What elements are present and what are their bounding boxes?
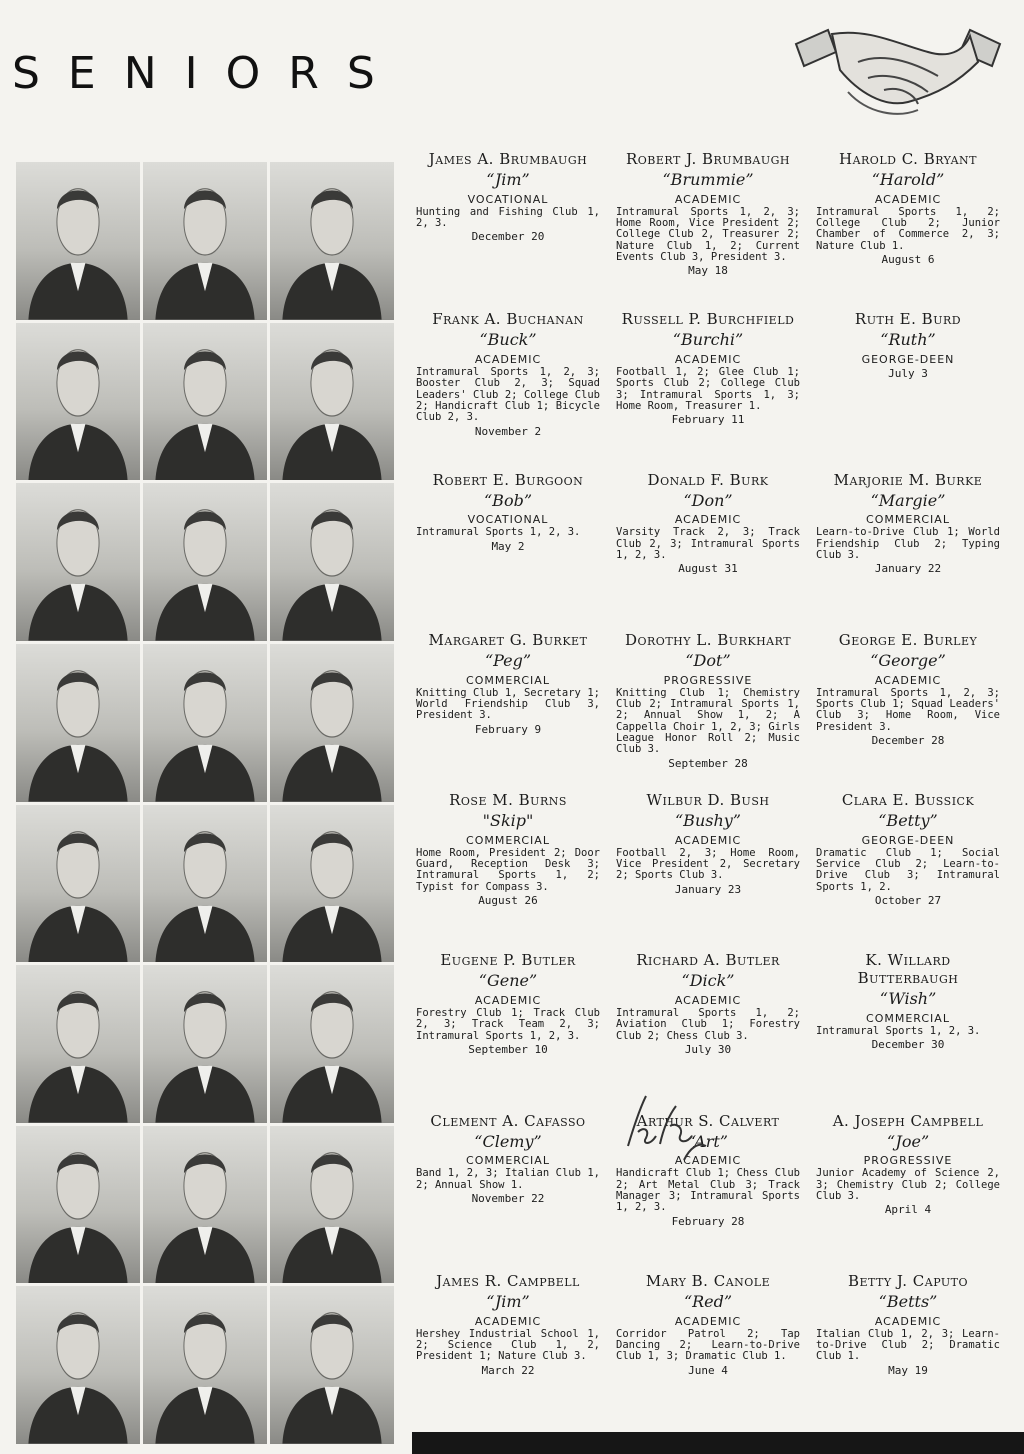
senior-name: Margaret G. Burket xyxy=(428,630,588,649)
senior-activities: Football 2, 3; Home Room, Vice President 2, Secretary 2; Sports Club 3. xyxy=(616,846,800,882)
senior-birthday: March 22 xyxy=(481,1363,535,1377)
senior-nickname: “Dick” xyxy=(681,971,735,991)
handshake-icon xyxy=(788,22,1008,122)
senior-course: ACADEMIC xyxy=(674,833,742,847)
senior-course: ACADEMIC xyxy=(674,1154,742,1168)
senior-activities: Knitting Club 1, Secretary 1; World Friendship Club 3, President 3. xyxy=(416,686,600,722)
senior-nickname: “Don” xyxy=(683,490,733,510)
senior-portrait xyxy=(16,1286,140,1444)
senior-course: ACADEMIC xyxy=(874,192,942,206)
senior-activities: Hershey Industrial School 1, 2; Science Club 1, 2, President 1; Nature Club 3. xyxy=(416,1327,600,1363)
senior-entry xyxy=(808,146,1008,306)
senior-entry xyxy=(608,627,808,787)
senior-course: COMMERCIAL xyxy=(866,1012,950,1026)
senior-portrait xyxy=(16,644,140,802)
senior-portrait xyxy=(143,162,267,320)
senior-name: Harold C. Bryant xyxy=(839,150,977,168)
senior-course: COMMERCIAL xyxy=(466,1154,550,1168)
senior-activities: Varsity Track 2, 3; Track Club 2, 3; Intramural Sports 1, 2, 3. xyxy=(616,526,800,561)
senior-activities: Learn-to-Drive Club 1; World Friendship Club 2; Typing Club 3. xyxy=(816,526,1000,561)
senior-portrait xyxy=(16,483,140,641)
senior-nickname: “Bob” xyxy=(484,490,532,510)
senior-entry xyxy=(808,467,1008,627)
senior-activities: Italian Club 1, 2, 3; Learn-to-Drive Club 2; Dramatic Club 1. xyxy=(816,1327,1000,1363)
senior-nickname: “Brummie” xyxy=(662,170,754,189)
senior-nickname: “Joe” xyxy=(886,1131,930,1151)
senior-course: ACADEMIC xyxy=(474,1314,542,1328)
senior-birthday: February 28 xyxy=(671,1214,745,1228)
senior-nickname: “Dot” xyxy=(685,650,731,670)
senior-portrait xyxy=(143,1126,267,1284)
senior-portrait xyxy=(16,323,140,481)
senior-portrait xyxy=(270,162,394,320)
senior-portrait xyxy=(270,1286,394,1444)
senior-name: Richard A. Butler xyxy=(636,951,780,970)
senior-name: Eugene P. Butler xyxy=(440,951,576,970)
senior-nickname: “Buck” xyxy=(479,330,537,350)
handwritten-signature xyxy=(620,1086,712,1164)
senior-activities: Intramural Sports 1, 2; College Club 2; Junior Chamber of Commerce 2, 3; Nature Club 1. xyxy=(816,205,1000,252)
senior-name: Frank A. Buchanan xyxy=(432,310,584,329)
senior-name: Betty J. Caputo xyxy=(847,1271,969,1290)
senior-entry xyxy=(408,627,608,787)
senior-course: GEORGE-DEEN xyxy=(861,833,955,847)
senior-nickname: “Jim” xyxy=(486,1291,530,1311)
senior-name: Arthur S. Calvert xyxy=(636,1111,780,1130)
senior-nickname: “Betty” xyxy=(878,811,938,830)
senior-nickname: “Art” xyxy=(688,1131,728,1151)
senior-nickname: “Margie” xyxy=(870,490,946,510)
senior-entry xyxy=(808,627,1008,787)
senior-entry xyxy=(408,306,608,466)
senior-entry xyxy=(608,947,808,1107)
senior-course: VOCATIONAL xyxy=(467,192,549,206)
senior-name: Clement A. Cafasso xyxy=(430,1111,586,1130)
senior-course: ACADEMIC xyxy=(874,673,942,687)
senior-name: James A. Brumbaugh xyxy=(428,150,588,168)
senior-nickname: “Clemy” xyxy=(474,1131,542,1151)
senior-course: ACADEMIC xyxy=(674,353,742,367)
senior-entry xyxy=(608,1268,808,1428)
senior-portrait xyxy=(270,323,394,481)
senior-name: Marjorie M. Burke xyxy=(833,470,983,489)
senior-name: James R. Campbell xyxy=(436,1271,580,1290)
senior-name: Donald F. Burk xyxy=(647,470,769,489)
senior-entry xyxy=(408,1108,608,1268)
senior-activities: Corridor Patrol 2; Tap Dancing 2; Learn-to-Drive Club 1, 3; Dramatic Club 1. xyxy=(616,1327,800,1363)
senior-entry xyxy=(408,146,608,306)
senior-activities: Junior Academy of Science 2, 3; Chemistry Club 2; College Club 3. xyxy=(816,1167,1000,1202)
senior-portrait xyxy=(16,805,140,963)
senior-birthday: July 3 xyxy=(888,367,928,381)
senior-activities: Intramural Sports 1, 2; Aviation Club 1; Forestry Club 2; Chess Club 3. xyxy=(616,1007,800,1042)
senior-birthday: November 22 xyxy=(471,1191,545,1205)
senior-entry xyxy=(608,787,808,947)
bottom-rule xyxy=(412,1432,1024,1454)
senior-activities: Intramural Sports 1, 2, 3. xyxy=(816,1025,981,1038)
senior-name: Russell P. Burchfield xyxy=(621,310,795,329)
senior-nickname: “Gene” xyxy=(478,971,538,991)
senior-birthday: October 27 xyxy=(874,894,942,908)
senior-name: George E. Burley xyxy=(838,630,978,649)
senior-course: ACADEMIC xyxy=(474,994,542,1008)
senior-portrait xyxy=(270,483,394,641)
senior-course: ACADEMIC xyxy=(674,192,742,206)
senior-entry xyxy=(608,306,808,466)
senior-entry xyxy=(808,1268,1008,1428)
senior-portrait xyxy=(143,805,267,963)
senior-activities: Handicraft Club 1; Chess Club 2; Art Metal Club 3; Track Manager 3; Intramural Sports 1, 2, 3. xyxy=(616,1167,800,1214)
senior-nickname: “Bushy” xyxy=(675,811,741,830)
senior-name: Dorothy L. Burkhart xyxy=(624,630,792,649)
senior-nickname: “Wish” xyxy=(879,989,937,1009)
senior-name: A. Joseph Campbell xyxy=(832,1111,984,1130)
senior-birthday: June 4 xyxy=(688,1363,728,1377)
senior-portrait xyxy=(270,644,394,802)
senior-portrait xyxy=(143,965,267,1123)
senior-portrait xyxy=(143,323,267,481)
senior-entry xyxy=(408,947,608,1107)
senior-name: Robert J. Brumbaugh xyxy=(625,150,791,168)
senior-activities: Home Room, President 2; Door Guard, Reception Desk 3; Intramural Sports 1, 2; Typist for Compass 3. xyxy=(416,846,600,893)
senior-birthday: January 22 xyxy=(874,562,942,576)
senior-nickname: “George” xyxy=(870,650,946,670)
senior-nickname: “Red” xyxy=(683,1291,733,1311)
senior-course: ACADEMIC xyxy=(674,994,742,1008)
senior-activities: Forestry Club 1; Track Club 2, 3; Track Team 2, 3; Intramural Sports 1, 2, 3. xyxy=(416,1007,600,1042)
senior-birthday: February 9 xyxy=(474,722,542,736)
senior-birthday: December 28 xyxy=(871,733,945,747)
senior-birthday: May 19 xyxy=(888,1363,928,1377)
senior-activities: Dramatic Club 1; Social Service Club 2; Learn-to-Drive Club 3; Intramural Sports 1, 2. xyxy=(816,846,1000,893)
senior-birthday: August 6 xyxy=(881,253,935,267)
senior-portrait xyxy=(143,483,267,641)
senior-portrait xyxy=(143,644,267,802)
senior-birthday: May 2 xyxy=(491,539,525,553)
senior-entry xyxy=(408,787,608,947)
senior-birthday: November 2 xyxy=(474,424,542,438)
senior-activities: Football 1, 2; Glee Club 1; Sports Club 2; College Club 3; Intramural Sports 1, 3; Home Room, Treasurer 1. xyxy=(616,366,800,413)
senior-portrait xyxy=(270,965,394,1123)
senior-name: K. Willard Butterbaugh xyxy=(857,951,959,988)
senior-activities: Knitting Club 1; Chemistry Club 2; Intramural Sports 1, 2; Annual Show 1, 2; A Cappella Choir 1, 2, 3; Girls League Honor Roll 2; Music Club 3. xyxy=(616,686,800,756)
senior-course: PROGRESSIVE xyxy=(663,673,753,687)
senior-name: Rose M. Burns xyxy=(449,791,567,809)
senior-activities: Hunting and Fishing Club 1, 2, 3. xyxy=(416,205,600,230)
senior-activities: Intramural Sports 1, 2, 3; Booster Club 2, 3; Squad Leaders' Club 2; College Club 2; Handicraft Club 1; Bicycle Club 2, 3. xyxy=(416,366,600,424)
senior-birthday: April 4 xyxy=(884,1203,932,1217)
senior-course: ACADEMIC xyxy=(474,353,542,367)
senior-birthday: August 26 xyxy=(478,894,538,908)
senior-course: ACADEMIC xyxy=(674,513,742,527)
senior-course: COMMERCIAL xyxy=(466,673,550,687)
senior-entry xyxy=(808,787,1008,947)
senior-entry xyxy=(808,306,1008,466)
senior-course: ACADEMIC xyxy=(874,1314,942,1328)
senior-portrait xyxy=(270,805,394,963)
senior-course: ACADEMIC xyxy=(674,1314,742,1328)
senior-name: Mary B. Canole xyxy=(645,1271,771,1290)
senior-birthday: December 30 xyxy=(871,1038,945,1052)
senior-birthday: February 11 xyxy=(671,413,745,427)
senior-name: Clara E. Bussick xyxy=(841,791,975,809)
senior-portrait xyxy=(16,965,140,1123)
senior-course: VOCATIONAL xyxy=(467,513,549,527)
senior-course: PROGRESSIVE xyxy=(863,1154,953,1168)
senior-entry xyxy=(808,947,1008,1107)
senior-course: COMMERCIAL xyxy=(866,513,950,527)
page-title: SENIORS xyxy=(12,48,403,99)
senior-birthday: January 23 xyxy=(674,882,742,896)
senior-portrait xyxy=(16,1126,140,1284)
senior-course: COMMERCIAL xyxy=(466,833,550,847)
senior-birthday: July 30 xyxy=(684,1043,732,1057)
senior-nickname: “Burchi” xyxy=(672,330,744,350)
senior-nickname: “Peg” xyxy=(484,650,532,670)
senior-name: Ruth E. Burd xyxy=(854,310,962,329)
senior-entry xyxy=(608,467,808,627)
senior-nickname: “Betts” xyxy=(878,1291,938,1311)
portrait-grid xyxy=(16,162,394,1444)
senior-entry xyxy=(608,146,808,306)
senior-portrait xyxy=(143,1286,267,1444)
senior-portrait xyxy=(16,162,140,320)
senior-activities: Band 1, 2, 3; Italian Club 1, 2; Annual Show 1. xyxy=(416,1167,600,1191)
senior-name: Robert E. Burgoon xyxy=(432,470,584,489)
senior-nickname: "Skip" xyxy=(482,811,534,830)
senior-bios xyxy=(408,146,1008,1428)
senior-birthday: August 31 xyxy=(678,562,738,576)
senior-entry xyxy=(408,467,608,627)
senior-activities: Intramural Sports 1, 2, 3; Sports Club 1; Squad Leaders' Club 3; Home Room, Vice President 3. xyxy=(816,686,1000,733)
senior-entry xyxy=(808,1108,1008,1268)
senior-birthday: September 10 xyxy=(468,1043,548,1057)
senior-birthday: May 18 xyxy=(688,264,728,278)
senior-portrait xyxy=(270,1126,394,1284)
senior-activities: Intramural Sports 1, 2, 3. xyxy=(416,526,581,539)
senior-entry xyxy=(408,1268,608,1428)
senior-birthday: December 20 xyxy=(471,230,545,244)
senior-nickname: “Harold” xyxy=(871,170,945,189)
senior-nickname: “Jim” xyxy=(486,170,530,189)
senior-name: Wilbur D. Bush xyxy=(646,791,770,809)
senior-course: GEORGE-DEEN xyxy=(861,353,955,367)
senior-nickname: “Ruth” xyxy=(880,330,936,350)
senior-birthday: September 28 xyxy=(668,756,748,770)
senior-activities: Intramural Sports 1, 2, 3; Home Room, Vice President 2; College Club 2, Treasurer 2; Nature Club 1, 2; Current Events Club 3, President 3. xyxy=(616,205,800,264)
